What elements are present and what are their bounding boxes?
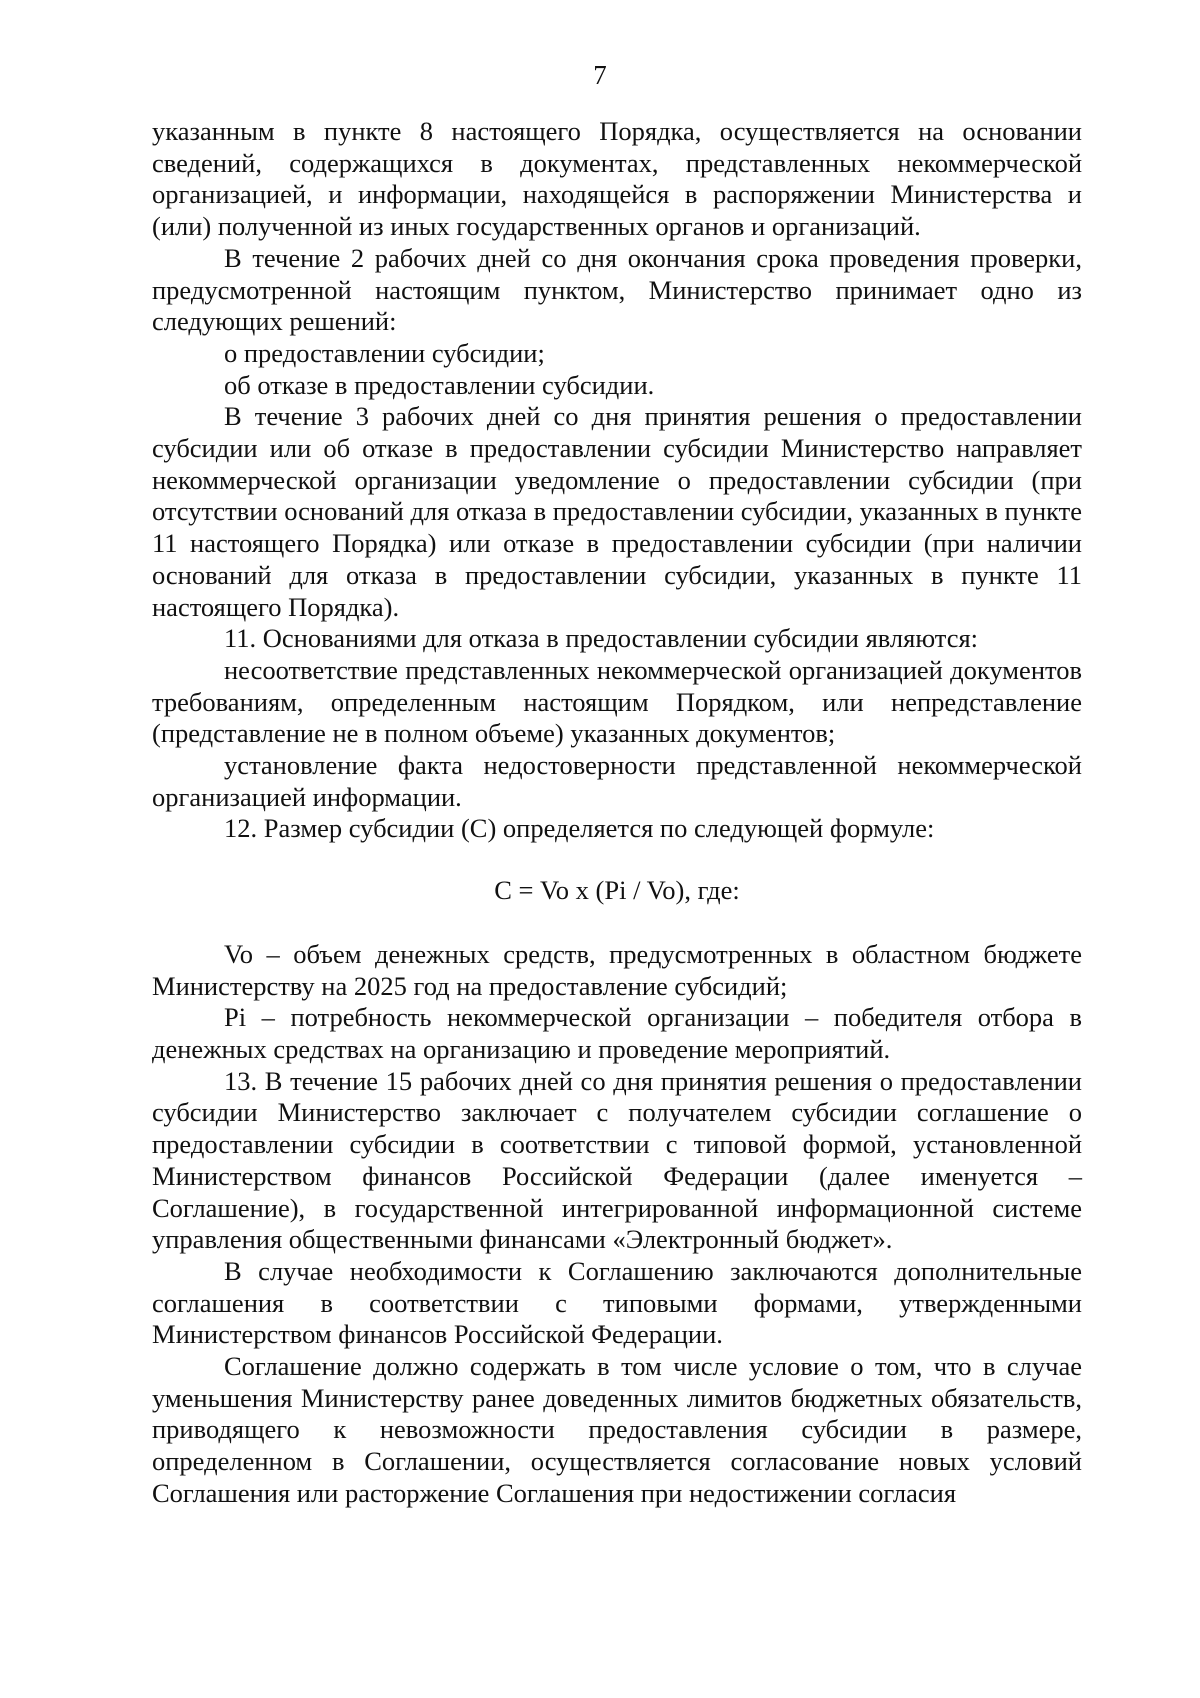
- document-body: [152, 116, 1082, 1510]
- paragraph-11-heading: 11. Основаниями для отказа в предоставлении субсидии являются:: [224, 623, 979, 654]
- page-number: 7: [593, 60, 607, 90]
- paragraph-13-agreement: 13. В течение 15 рабочих дней со дня принятия решения о предоставлении субсидии Министерство заключает с получателем субсидии соглашение о предоставлении субсидии в соответствии с типовой формой, установленной Министерством финансов Российской Федерации (далее именуется – Соглашение), в государственной интегрированной информационной системе управления общественными финансами «Электронный бюджет».: [152, 1065, 1082, 1255]
- subsidy-formula: С = Vo x (Pi / Vo), где:: [494, 875, 740, 906]
- paragraph-11-inaccuracy: установление факта недостоверности представленной некоммерческой организацией информации.: [152, 750, 1082, 812]
- paragraph-continuation: указанным в пункте 8 настоящего Порядка, осуществляется на основании сведений, содержащихся в документах, представленных некоммерческой организацией, и информации, находящейся в распоряжении Министерства и (или) полученной из иных государственных органов и организаций.: [152, 116, 1082, 242]
- paragraph-notification: В течение 3 рабочих дней со дня принятия решения о предоставлении субсидии или об отказе в предоставлении субсидии Министерство направляет некоммерческой организации уведомление о предоставлении субсидии (при отсутствии оснований для отказа в предоставлении субсидии, указанных в пункте 11 настоящего Порядка) или отказе в предоставлении субсидии (при наличии оснований для отказа в предоставлении субсидии, указанных в пункте 11 настоящего Порядка).: [152, 401, 1082, 622]
- paragraph-decision-refuse: об отказе в предоставлении субсидии.: [224, 369, 655, 400]
- paragraph-agreement-conditions: Соглашение должно содержать в том числе условие о том, что в случае уменьшения Министерству ранее доведенных лимитов бюджетных обязательств, приводящего к невозможности предоставления субсидии в размере, определенном в Соглашении, осуществляется согласование новых условий Соглашения или расторжение Соглашения при недостижении согласия: [152, 1351, 1082, 1508]
- paragraph-decision-grant: о предоставлении субсидии;: [224, 337, 545, 368]
- paragraph-11-nonconformity: несоответствие представленных некоммерческой организацией документов требованиям, определенным настоящим Порядком, или непредставление (представление не в полном объеме) указанных документов;: [152, 654, 1082, 749]
- formula-definition-vo: Vo – объем денежных средств, предусмотренных в областном бюджете Министерству на 2025 год на предоставление субсидий;: [152, 938, 1082, 1001]
- formula-definition-pi: Pi – потребность некоммерческой организации – победителя отбора в денежных средствах на организацию и проведение мероприятий.: [152, 1002, 1082, 1064]
- paragraph-12-heading: 12. Размер субсидии (С) определяется по следующей формуле:: [224, 813, 935, 844]
- paragraph-check-decision: В течение 2 рабочих дней со дня окончания срока проведения проверки, предусмотренной настоящим пунктом, Министерство принимает одно из следующих решений:: [152, 242, 1082, 337]
- paragraph-additional-agreements: В случае необходимости к Соглашению заключаются дополнительные соглашения в соответствии с типовыми формами, утвержденными Министерством финансов Российской Федерации.: [152, 1255, 1082, 1350]
